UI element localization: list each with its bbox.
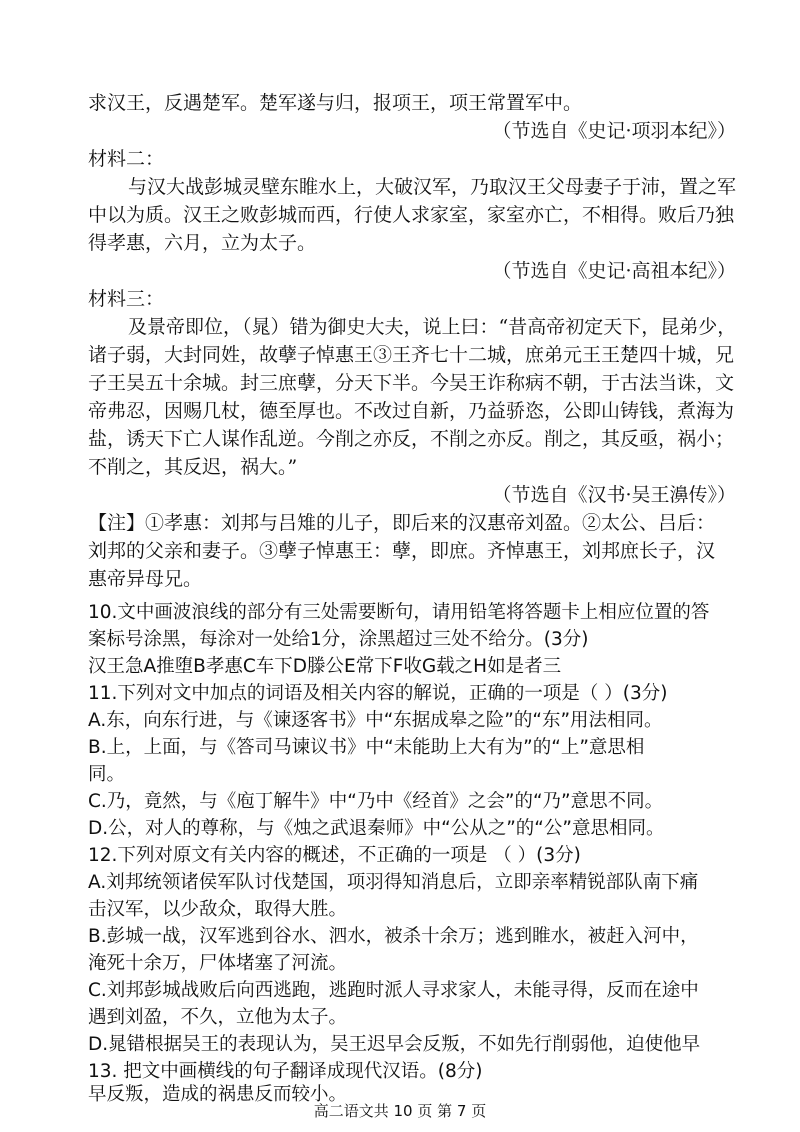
question-12-option-b: 淹死十余万，尸体堵塞了河流。 <box>88 953 348 974</box>
passage-line: 得孝惠，六月，立为太子。 <box>88 232 317 254</box>
question-13: 13. 把文中画横线的句子翻译成现代汉语。(8分) <box>88 1061 483 1082</box>
passage-line: 不削之，其反迟，祸大。” <box>88 456 298 478</box>
source-citation: （节选自《史记·项羽本纪》） <box>492 120 736 142</box>
question-10: 案标号涂黑，每涂对一处给1分，涂黑超过三处不给分。(3分) <box>88 629 589 650</box>
question-11-option-a: A.东，向东行进，与《谏逐客书》中“东据成皋之险”的“东”用法相同。 <box>88 710 663 731</box>
passage-line: 子王吴五十余城。封三庶孽，分天下半。今吴王诈称病不朝，于古法当诛，文 <box>88 372 735 394</box>
question-10: 10.文中画波浪线的部分有三处需要断句，请用铅笔将答题卡上相应位置的答 <box>88 602 710 623</box>
question-11-option-b: B.上，上面，与《答司马谏议书》中“未能助上大有为”的“上”意思相 <box>88 737 645 758</box>
question-12-option-a: A.刘邦统领诸侯军队讨伐楚国，项羽得知消息后，立即亲率精锐部队南下痛 <box>88 872 699 893</box>
question-12-option-c: C.刘邦彭城战败后向西逃跑，逃跑时派人寻求家人，未能寻得，反而在途中 <box>88 980 699 1001</box>
question-12-stem: 12.下列对原文有关内容的概述，不正确的一项是 （ ）(3分) <box>88 845 581 866</box>
question-12-option-c: 遇到刘盈，不久，立他为太子。 <box>88 1007 348 1028</box>
question-12-option-b: B.彭城一战，汉军逃到谷水、泗水，被杀十余万；逃到睢水，被赶入河中， <box>88 926 699 947</box>
material-title: 材料二： <box>88 148 165 170</box>
annotation-note: 惠帝异母兄。 <box>88 568 203 590</box>
passage-line: 及景帝即位，（晁）错为御史大夫，说上曰：“昔高帝初定天下，昆弟少， <box>128 316 737 338</box>
annotation-note: 【注】①孝惠：刘邦与吕雉的儿子，即后来的汉惠帝刘盈。②太公、吕后： <box>88 512 716 534</box>
passage-line: 求汉王，反遇楚军。楚军遂与归，报项王，项王常置军中。 <box>88 92 583 114</box>
question-12-option-d: 早反叛，造成的祸患反而较小。 <box>88 1084 348 1105</box>
question-12-option-d: D.晁错根据吴王的表现认为，吴王迟早会反叛，不如先行削弱他，迫使他早 <box>88 1034 701 1055</box>
annotation-note: 刘邦的父亲和妻子。③孽子悼惠王：孽，即庶。齐悼惠王，刘邦庶长子，汉 <box>88 540 716 562</box>
passage-line: 中以为质。汉王之败彭城而西，行使人求家室，家室亦亡，不相得。败后乃独 <box>88 204 735 226</box>
question-11-option-c: C.乃，竟然，与《庖丁解牛》中“乃中《经首》之会”的“乃”意思不同。 <box>88 791 664 812</box>
passage-line: 盐，诱天下亡人谋作乱逆。今削之亦反，不削之亦反。削之，其反亟，祸小； <box>88 428 735 450</box>
material-title: 材料三： <box>88 288 165 310</box>
question-11-option-d: D.公，对人的尊称，与《烛之武退秦师》中“公从之”的“公”意思相同。 <box>88 818 665 839</box>
passage-line: 与汉大战彭城灵壁东睢水上，大破汉军，乃取汉王父母妻子于沛，置之军 <box>128 176 737 198</box>
question-11-option-b: 同。 <box>88 764 126 785</box>
question-12-option-a: 击汉军，以少敌众，取得大胜。 <box>88 899 348 920</box>
page-footer: 高二语文共 10 页 第 7 页 <box>313 1102 487 1120</box>
question-10-sentence: 汉王急A推堕B孝惠C车下D滕公E常下F收G载之H如是者三 <box>88 656 562 677</box>
passage-line: 帝弗忍，因赐几杖，德至厚也。不改过自新，乃益骄恣，公即山铸钱，煮海为 <box>88 400 735 422</box>
passage-line: 诸子弱，大封同姓，故孽子悼惠王③王齐七十二城，庶弟元王王楚四十城，兄 <box>88 344 735 366</box>
source-citation: （节选自《史记·高祖本纪》） <box>492 260 736 282</box>
source-citation: （节选自《汉书·吴王濞传》） <box>492 484 736 506</box>
question-11-stem: 11.下列对文中加点的词语及相关内容的解说，正确的一项是（ ）(3分) <box>88 683 668 704</box>
